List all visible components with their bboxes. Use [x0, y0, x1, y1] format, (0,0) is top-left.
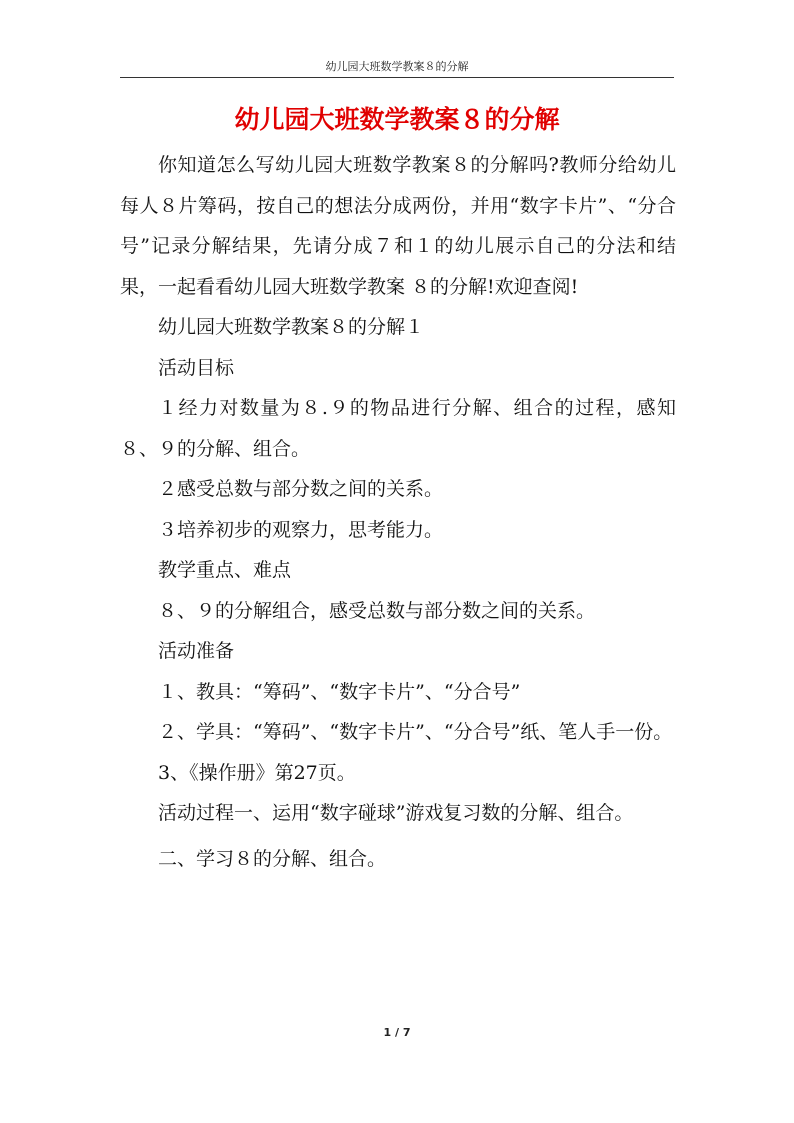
objective-item-3: ３培养初步的观察力，思考能力。 [158, 518, 444, 541]
preparation-item-1: １、教具：“筹码”、“数字卡片”、“分合号” [158, 680, 521, 703]
section-heading-key-points: 教学重点、难点 [158, 559, 292, 581]
document-title: 幼儿园大班数学教案８的分解 [234, 105, 560, 134]
running-header: 幼儿园大班数学教案８的分解 [325, 60, 469, 73]
preparation-item-3: 3、《操作册》第27页。 [158, 761, 356, 784]
document-body [120, 145, 676, 879]
intro-paragraph: 你知道怎么写幼儿园大班数学教案８的分解吗?教师分给幼儿每人８片筹码，按自己的想法分成两份，并用“数字卡片”、“分合号”记录分解结果，先请分成７和１的幼儿展示自己的分法和结果，一起看看幼儿园大班数学教案 ８的分解!欢迎查阅! [120, 154, 676, 298]
section-heading-preparation: 活动准备 [158, 640, 235, 662]
process-step-2: 二、学习８的分解、组合。 [158, 847, 387, 870]
lesson-heading: 幼儿园大班数学教案８的分解１ [158, 316, 425, 338]
process-step-1: 活动过程一、运用“数字碰球”游戏复习数的分解、组合。 [158, 802, 634, 824]
preparation-item-2: ２、学具：“筹码”、“数字卡片”、“分合号”纸、笔人手一份。 [158, 721, 673, 743]
objective-item-1: １经力对数量为８.９的物品进行分解、组合的过程，感知８、９的分解、组合。 [120, 397, 676, 460]
page-number: 1 / 7 [383, 1026, 411, 1039]
key-points-text: ８、９的分解组合，感受总数与部分数之间的关系。 [158, 599, 596, 622]
objective-item-2: ２感受总数与部分数之间的关系。 [158, 478, 444, 500]
section-heading-objectives: 活动目标 [158, 356, 235, 379]
header-divider [120, 77, 674, 78]
